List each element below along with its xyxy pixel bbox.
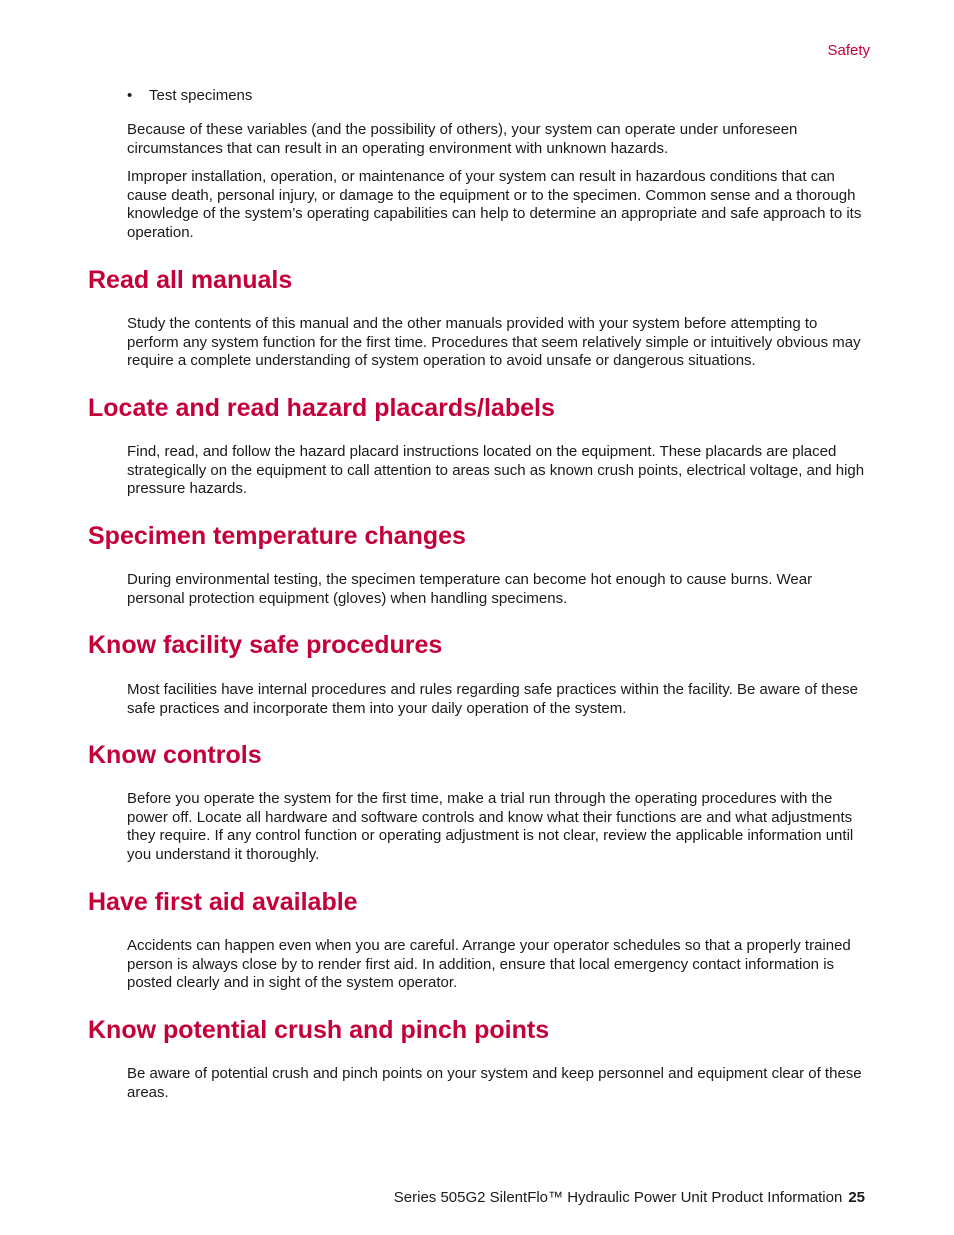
intro-paragraph-1: Because of these variables (and the possibility of others), your system can operate under unforeseen circumstances that can result in an operating environment with unknown hazards. [127,121,798,157]
intro-paragraph-2: Improper installation, operation, or maintenance of your system can result in hazardous conditions that can cause death, personal injury, or damage to the equipment or to the specimen. Common sense and a thorough knowledge of the system’s operating capabilities can help to determine an appropriate and safe approach to its operation. [127,168,862,242]
section-body-specimen-temperature: During environmental testing, the specimen temperature can become hot enough to cause burns. Wear personal protection equipment (gloves) when handling specimens. [127,571,813,607]
section-body-read-all-manuals: Study the contents of this manual and the other manuals provided with your system before attempting to perform any system function for the first time. Procedures that seem relatively simple or intuitively obvious may require a complete understanding of system operation to avoid unsafe or dangerous situations. [127,315,861,370]
section-heading-hazard-placards: Locate and read hazard placards/labels [88,394,555,422]
section-body-know-controls: Before you operate the system for the first time, make a trial run through the operating procedures with the power off. Locate all hardware and software controls and know what their functions are and what adjustments they require. If any control function or operating adjustment is not clear, review the applicable information until you understand it thoroughly. [127,790,854,864]
bullet-text: Test specimens [149,87,253,104]
section-heading-crush-pinch-points: Know potential crush and pinch points [88,1016,550,1044]
footer-document-title: Series 505G2 SilentFlo™ Hydraulic Power Unit Product Information [393,1189,843,1206]
bullet-dot: • [127,87,133,104]
section-heading-facility-procedures: Know facility safe procedures [88,631,443,659]
section-body-hazard-placards: Find, read, and follow the hazard placard instructions located on the equipment. These placards are placed strategically on the equipment to call attention to areas such as known crush points, electrical voltage, and high pressure hazards. [127,443,865,498]
page-number: 25 [848,1189,865,1206]
page-footer [394,1188,865,1208]
section-heading-specimen-temperature: Specimen temperature changes [88,522,466,550]
running-header-section: Safety [827,42,870,59]
section-body-first-aid: Accidents can happen even when you are careful. Arrange your operator schedules so that a properly trained person is always close by to render first aid. In addition, ensure that local emergency contact information is posted clearly and in sight of the system operator. [127,937,851,992]
section-body-crush-pinch-points: Be aware of potential crush and pinch points on your system and keep personnel and equipment clear of these areas. [127,1065,862,1101]
bullet-item [127,86,252,105]
section-heading-read-all-manuals: Read all manuals [88,266,293,294]
section-heading-first-aid: Have first aid available [88,888,358,916]
section-body-facility-procedures: Most facilities have internal procedures and rules regarding safe practices within the facility. Be aware of these safe practices and incorporate them into your daily operation of the system. [127,681,858,717]
section-heading-know-controls: Know controls [88,741,262,769]
